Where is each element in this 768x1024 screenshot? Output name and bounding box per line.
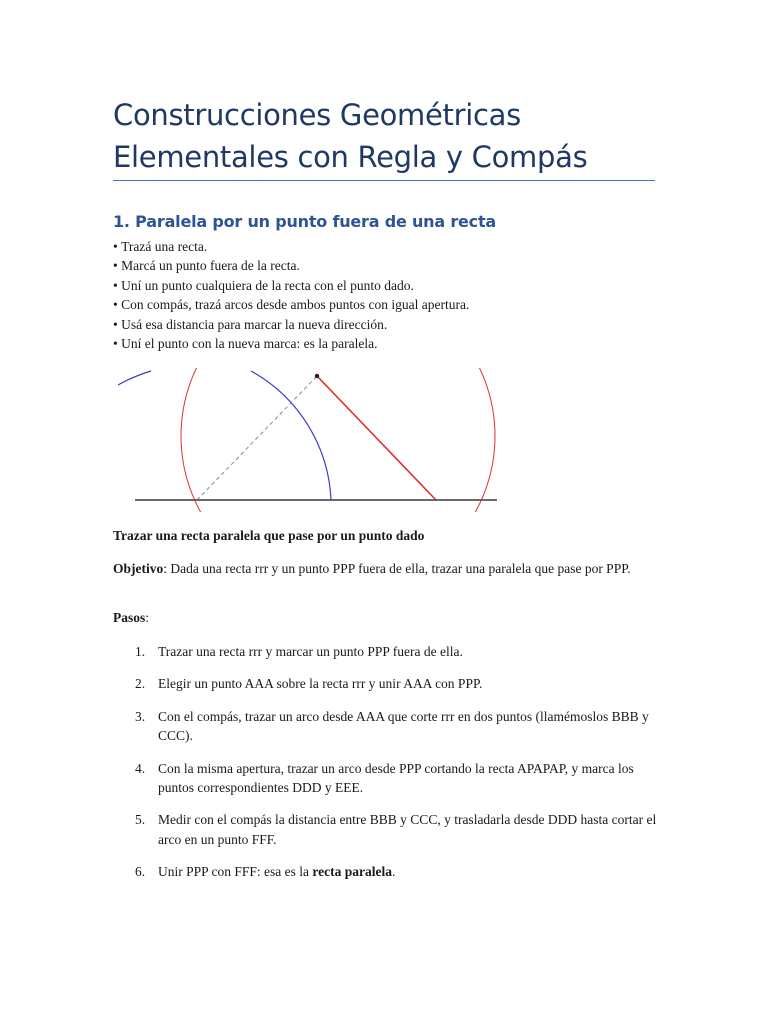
- steps-label-colon: :: [145, 610, 150, 625]
- section-heading-parallel: 1. Paralela por un punto fuera de una recta: [113, 212, 497, 231]
- step-number: 3.: [135, 708, 146, 724]
- step-text: Trazar una recta rrr y marcar un punto PPP fuera de ella.: [158, 644, 463, 659]
- construction-figure: [113, 368, 523, 512]
- blue-compass-arc: [251, 371, 331, 500]
- bullet-item: • Uní el punto con la nueva marca: es la paralela.: [113, 334, 469, 353]
- bullet-item: • Usá esa distancia para marcar la nueva dirección.: [113, 315, 469, 334]
- title-divider: [113, 180, 655, 181]
- steps-label: Pasos: [113, 610, 146, 625]
- step-number: 1.: [135, 644, 146, 659]
- step-number: 4.: [135, 760, 146, 776]
- step-item: [113, 642, 658, 661]
- red-compass-arc: [181, 368, 495, 512]
- step-number: 5.: [135, 812, 146, 828]
- bullet-item: • Trazá una recta.: [113, 237, 469, 256]
- red-parallel-line: [317, 376, 436, 500]
- step-item: [113, 674, 658, 693]
- step-text-end: .: [392, 864, 396, 880]
- subsection-heading: Trazar una recta paralela que pase por un punto dado: [113, 528, 425, 543]
- steps-list: [113, 642, 658, 895]
- bullet-item: • Con compás, trazá arcos desde ambos puntos con igual apertura.: [113, 295, 469, 314]
- steps-label-paragraph: [113, 610, 149, 626]
- bullet-item: • Marcá un punto fuera de la recta.: [113, 256, 469, 275]
- step-number: 2.: [135, 676, 146, 692]
- bullet-item: • Uní un punto cualquiera de la recta con el punto dado.: [113, 276, 469, 295]
- objective-label: Objetivo: [113, 561, 164, 576]
- blue-small-arc: [118, 371, 151, 385]
- step-text: [158, 862, 658, 881]
- objective-paragraph: [113, 559, 658, 578]
- step-text: Con la misma apertura, trazar un arco desde PPP cortando la recta APAPAP, y marca los puntos correspondientes DDD y EEE.: [158, 760, 634, 796]
- instruction-bullet-list: [113, 237, 469, 353]
- step-number: 6.: [135, 864, 146, 880]
- given-point: [315, 374, 319, 378]
- dashed-connector-line: [197, 376, 317, 500]
- step-text: Elegir un punto AAA sobre la recta rrr y unir AAA con PPP.: [158, 676, 483, 692]
- step-text-start: Unir PPP con FFF: esa es la: [158, 864, 313, 880]
- step-item: [113, 862, 658, 881]
- step-text-bold: recta paralela: [312, 864, 392, 880]
- step-item: [113, 759, 658, 798]
- step-text: Con el compás, trazar un arco desde AAA que corte rrr en dos puntos (llamémoslos BBB y CCC).: [158, 708, 649, 744]
- page-title: Construcciones Geométricas Elementales con Regla y Compás: [113, 98, 588, 174]
- objective-text: : Dada una recta rrr y un punto PPP fuera de ella, trazar una paralela que pase por PPP.: [163, 561, 631, 576]
- step-text: Medir con el compás la distancia entre BBB y CCC, y trasladarla desde DDD hasta cortar el arco en un punto FFF.: [158, 812, 657, 847]
- step-item: [113, 707, 658, 746]
- step-item: [113, 810, 658, 849]
